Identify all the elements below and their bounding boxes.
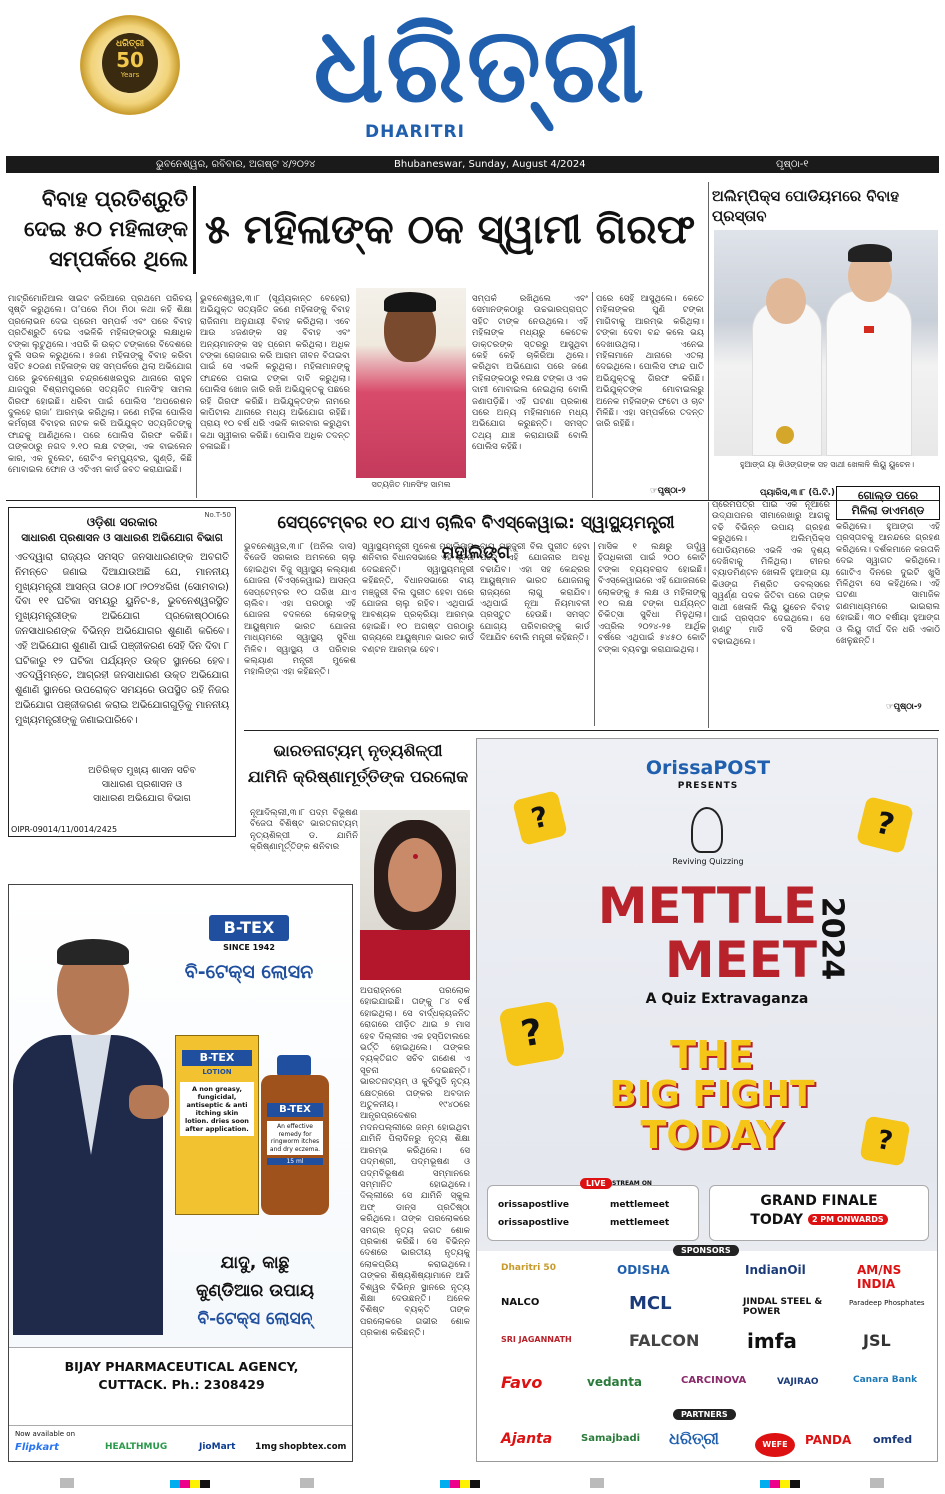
registration-block: [870, 1478, 884, 1488]
btex-ad-tagline-1: ଯାଦୁ, କାଛୁ: [220, 1253, 290, 1273]
bulb-icon: [691, 807, 723, 853]
dateline-odia: ଭୁବନେଶ୍ୱର, ରବିବାର, ଅଗଷ୍ଟ ୪/୨୦୨୪: [156, 159, 316, 170]
govt-notice-department: ସାଧାରଣ ପ୍ରଶାସନ ଓ ସାଧାରଣ ଅଭିଯୋଗ ବିଭାଗ: [21, 532, 223, 544]
btex-ad-tagline-2: କୁଣ୍ଡିଆର ଉପାୟ: [195, 1281, 315, 1301]
quiz-ad-live-box: [487, 1179, 699, 1241]
quiz-ad-title-1: METTLE: [597, 877, 817, 935]
question-badge-icon: ?: [860, 1116, 911, 1167]
govt-notice-code: No.T-50: [204, 511, 231, 519]
btex-ad-box-text: A non greasy, fungicidal, antiseptic & anti itching skin lotion. dries soon after application.: [180, 1082, 254, 1136]
quiz-ad-sponsors-area: [477, 1246, 938, 1462]
sponsor-logo: IndianOil: [745, 1263, 806, 1277]
btex-ad-stores-bar: [9, 1425, 353, 1462]
quiz-ad-sponsors-label: SPONSORS: [673, 1245, 739, 1256]
btex-ad-store-website: shopbtex.com: [279, 1442, 347, 1452]
sponsor-logo: VAJIRAO: [777, 1377, 819, 1387]
mid-rule: [244, 730, 939, 731]
olympics-dateline: ପ୍ୟାରିସ,୩।୮ (ପି.ଟି.): [760, 488, 835, 498]
govt-notice-body: ଏତଦ୍ୱାରା ରାଜ୍ୟର ସମସ୍ତ ଜନସାଧାରଣଙ୍କ ଅବଗତି ନିମନ୍ତେ ଜଣାଇ ଦିଆଯାଉଅଛି ଯେ, ମାନନୀୟ ମୁଖ୍ୟମନ୍ତ୍ରୀ ଆସନ୍ତା ତା୦୫।୦୮।୨୦୨୪ରିଖ (ସୋମବାର) ଦିବା ୧୧ ଘଟିକା ସମୟରୁ ୟୁନିଟ-୫, ଭୁବନେଶ୍ୱରସ୍ଥିତ ମୁଖ୍ୟମନ୍ତ୍ରୀଙ୍କ ଅଭିଯୋଗ ପ୍ରକୋଷ୍ଠଠାରେ ଜନସାଧାରଣଙ୍କ ବିଭିନ୍ନ ଅଭିଯୋଗର ଶୁଣାଣି କରିବେ। ଏହି ଅଭିଯୋଗ ଶୁଣାଣି ପାଇଁ ପଞ୍ଜୀକରଣ ସେହି ଦିନ ଦିବା ୮ ଘଟିକାରୁ ୧୨ ଘଟିକା ପର୍ଯ୍ୟନ୍ତ ଉକ୍ତ ସ୍ଥାନରେ ହେବ। ଏତଦ୍ୱିମନ୍ତେ, ଆଗ୍ରହୀ ଜନସାଧାରଣ ଉକ୍ତ ଅଭିଯୋଗ ଶୁଣାଣି ସ୍ଥାନରେ ଉପରୋକ୍ତ ସମୟରେ ଉପସ୍ଥିତ ରହି ନିଜର ଅଭିଯୋଗ ପଞ୍ଜୀକରଣ କରାଇ ଅଭିଯୋଗଗୁଡ଼ିକୁ ମାନନୀୟ ମୁଖ୍ୟମନ୍ତ୍ରୀଙ୍କୁ ଜଣାଇପାରିବେ।: [15, 552, 229, 726]
quiz-ad-partners-label: PARTNERS: [673, 1409, 736, 1420]
lead-kicker-line-2: ଦେଇ ୫୦ ମହିଳାଙ୍କ: [23, 217, 188, 241]
btex-ad-store-healthmug: HEALTHMUG: [105, 1442, 168, 1452]
olympics-subhead-line-1: ଗୋଲ୍ଡ ପରେ: [857, 489, 919, 502]
obit-headline-line-2: ଯାମିନି କ୍ରିଷ୍ଣାମୂର୍ତ୍ତିଙ୍କ ପରଲୋକ: [247, 767, 469, 786]
obit-photo-saree: [360, 930, 470, 980]
lead-col-1: ମାଟ୍ରିମୋନିଆଲ ସାଇଟ ଜରିଆରେ ପ୍ରଥମେ ପରିଚୟ ସୃଷ୍ଟି କରୁଥିଲେ। ତା’ପରେ ମିଠା ମିଠା କଥା କହି ଶିକ୍ଷା ପ୍ରଲୋଭନ ଦେଇ ପ୍ରେମ ସମ୍ପର୍କ ଏବଂ ପରେ ବିବାହ ପ୍ରତିଶ୍ରୁତି ଦେଇ ଏଭଳିକି ମହିଳାଙ୍କଠାରୁ ଲକ୍ଷାଧିକ ଟଙ୍କା ଲୁଟୁଥିଲେ। ଏପରି କି ଉକ୍ତ ଟଙ୍କାରେ ବିଦେଶରେ ବୁଲି ସଉକ କରୁଥିଲେ। ୫ଜଣ ମହିଳାଙ୍କୁ ବିବାହ କରିବା ସହିତ ୫୦ଜଣ ମହିଳାଙ୍କ ସହ ସମ୍ପର୍କରେ ଥିଲା ଅଭିଯୋଗ ପରେ ଭୁବନେଶ୍ୱର ଚନ୍ଦ୍ରଶେଖରପୁର ଥାନାରେ ରାହୁଳ ଯାଜପୁର ବିଶ୍ରାମପୁରରେ ସତ୍ୟଜିତ ମାନସିଂହ ସାମଲ ଗିରଫ ହୋଇଛି। ଧରିବା ପାଇଁ ପୋଲିସ ‘ଅପରେଶନ ଦୁଲହେ ରାଜା’ ଆରମ୍ଭ କରିଥିଲା। ଜଣେ ମହିଳା ପୋଲିସ କର୍ମଚାରୀ ବିବାହର ନାଟକ କରି ଅଭିଯୁକ୍ତ ସତ୍ୟଜିତଙ୍କୁ ଫାନ୍ଦକୁ ଆଣିଥିଲେ। ପରେ ପୋଲିସ ଗିରଫ କରିଛି। ତାଙ୍କଠାରୁ ନଗଦ ୨.୧୦ ଲକ୍ଷ ଟଙ୍କା, ଏକ ବାଇଲେନ କାର, ଏକ ବୁଲେଟ, ରୋଟିଏ କମ୍ପ୍ୟୁଟର, ଗୁଣ୍ଡି, କିଛି ମୋବାଇଲ ଫୋନ ଓ ଏଟିଏମ କାର୍ଡ ଜବତ କରାଯାଇଛି।: [8, 294, 192, 476]
bsky-col-3: ବାୟ ମଞ୍ଜୁରୀ ବିଲ ପୁରୀତ ହେବା ପରେ ଏହି ଯୋଜନାର ଅବଧି ବଢାଯିବ। ଏହା ସହ କେନ୍ଦ୍ରର ଆୟୁଷ୍ମାନ ଭାରତ ଯୋଜନାକୁ ରାଜ୍ୟରେ ଲାଗୁ କରାଯିବ। ଏଥିପାଇଁ ନୂଆ ନିୟମାବଳୀ ପ୍ରସ୍ତୁତ ହେଉଛି। ସମସ୍ତ ଯୋଗ୍ୟ ପରିବାରଙ୍କୁ କାର୍ଡ ଦିଆଯିବ ବୋଲି ମନ୍ତ୍ରୀ କହିଛନ୍ତି।: [480, 542, 590, 644]
quiz-ad-handle-4: mettlemeet: [610, 1218, 670, 1228]
right-column-divider: [708, 182, 709, 500]
sponsor-logo: Dharitri 50: [501, 1263, 556, 1273]
partner-logo: omfed: [873, 1433, 913, 1446]
olympics-photo-hair-right: [848, 244, 892, 262]
lead-col-3: ସମ୍ପର୍କ ରଖିଥିଲେ ଏବଂ ସେମାନଙ୍କଠାରୁ ଉଚ୍ଚଭାରପ୍ରାପ୍ତ ସହିତ ଟାଙ୍କ ନେଉଥିଲେ। ଏହି ମହିଳାଙ୍କ ମଧ୍ୟରୁ କେତେକ ଡାକ୍ତରଙ୍କ ସ୍ତରରୁ ଆସୁଥିବା କେହି କେହି ଚାକିରିଆ ଥିଲେ। କରିଥିବା ଅଭିଯୋଗ ପରେ ଜଣେ ମହିଳାଙ୍କଠାରୁ ୧ଲକ୍ଷ ଟଙ୍କା ଓ ଏକ ଦାମୀ ମୋବାଇଲ ନେଇଥିଲା ବୋଲି ଜଣାପଡ଼ିଛି। ଏହି ଘଟଣା ପ୍ରକାଶ ପରେ ଅନ୍ୟ ମହିଳାମାନେ ମଧ୍ୟ ଅଭିଯୋଗ କରୁଛନ୍ତି। ସମସ୍ତ ତଥ୍ୟ ଯାଞ୍ଚ କରାଯାଉଛି ବୋଲି ପୋଲିସ କହିଛି।: [472, 294, 588, 453]
obit-body: ଅପରାହ୍ନରେ ପରଲୋକ ହୋଇଯାଇଛି। ତାଙ୍କୁ ୮୪ ବର୍ଷ ହୋଇଥିଲା। ସେ ବାର୍ଦ୍ଧକ୍ୟଜନିତ ରୋଗରେ ପୀଡ଼ିତ ଥାଇ ୭ ମାସ ହେବ ଦିଲ୍ଲୀର ଏକ ହସ୍ପିଟାଲରେ ଭର୍ତ୍ତି ହୋଇଥିଲେ। ତାଙ୍କର ବ୍ୟକ୍ତିଗତ ସଚିବ ଗଣେଶ ଏ ସୂଚନା ଦେଇଛନ୍ତି। ଭାରତନାଟ୍ୟମ୍ ଓ କୁଚିପୁଡି ନୃତ୍ୟ କ୍ଷେତ୍ରରେ ତାଙ୍କର ଅବଦାନ ଅତୁଳନୀୟ। ୧୯୪୦ରେ ଆନ୍ଧ୍ରପ୍ରଦେଶର ମଦନପଲ୍ଲୀରେ ଜନ୍ମ ହୋଇଥିବା ଯାମିନି ପିଲାଦିନରୁ ନୃତ୍ୟ ଶିକ୍ଷା ଆରମ୍ଭ କରିଥିଲେ। ସେ ପଦ୍ମଶ୍ରୀ, ପଦ୍ମଭୂଷଣ ଓ ପଦ୍ମବିଭୂଷଣ ସମ୍ମାନରେ ସମ୍ମାନିତ ହୋଇଥିଲେ। ଦିଲ୍ଲୀରେ ସେ ଯାମିନି ସ୍କୁଲ ଅଫ୍ ଡାନ୍ସ ପ୍ରତିଷ୍ଠା କରିଥିଲେ। ତାଙ୍କ ପରଲୋକରେ ସମଗ୍ର ନୃତ୍ୟ ଜଗତ ଶୋକ ପ୍ରକାଶ କରିଛି। ସେ ବିଭିନ୍ନ ଦେଶରେ ଭାରତୀୟ ନୃତ୍ୟକୁ ଲୋକପ୍ରିୟ କରାଇଥିଲେ। ତାଙ୍କର ଶିଷ୍ୟଶିଷ୍ୟାମାନେ ଆଜି ବିଶ୍ୱର ବିଭିନ୍ନ ସ୍ଥାନରେ ନୃତ୍ୟ ଶିକ୍ଷା ଦେଉଛନ୍ତି। ଅନେକ ବିଶିଷ୍ଟ ବ୍ୟକ୍ତି ତାଙ୍କ ପରଲୋକରେ ଗଭୀର ଶୋକ ପ୍ରକାଶ କରିଛନ୍ତି।: [360, 986, 470, 1339]
obit-headline-line-1: ଭାରତନାଟ୍ୟମ୍ ନୃତ୍ୟଶିଳ୍ପୀ: [273, 741, 443, 760]
print-registration-bar: [0, 1474, 945, 1494]
quiz-ad-subtitle: A Quiz Extravaganza: [645, 991, 809, 1007]
sponsor-logo: JSL: [863, 1331, 891, 1350]
btex-ad-store-1mg: 1mg: [255, 1442, 278, 1452]
btex-ad-model-hand: [129, 1085, 169, 1119]
btex-ad-brand: B-TEX: [209, 915, 289, 941]
btex-ad-agency-box: [9, 1347, 353, 1425]
quiz-ad-handle-2: mettlemeet: [610, 1200, 670, 1210]
lead-continued: ☞ପୃଷ୍ଠା-୨: [650, 486, 686, 496]
btex-ad-bottle-brand: B-TEX: [267, 1103, 323, 1117]
lead-col-4: ପରେ ସେହି ଆସୁଥିଲେ। କେତେ ମହିଳାଙ୍କର ପୁଣି ଟଙ୍କା ମାଗିବାକୁ ଆରମ୍ଭ କରିଥିଲା। ଟଙ୍କା ଦେବା ବନ୍ଦ କଲେ ଭୟ ଦେଖାଉଥିଲା। ଏନେଇ ମହିଳାମାନେ ଥାନାରେ ଏତଲା ଦେଇଥିଲେ। ପୋଲିସ ଫାନ୍ଦ ପାତି ଅଭିଯୁକ୍ତକୁ ଗିରଫ କରିଛି। ଅଭିଯୁକ୍ତଙ୍କ ମୋବାଇଲରୁ ଅନେକ ମହିଳାଙ୍କ ଫଟୋ ଓ ଚାଟ ମିଳିଛି। ଏହା ସମ୍ପର୍କରେ ତଦନ୍ତ ଜାରି ରହିଛି।: [596, 294, 704, 430]
partner-logo: PANDA: [805, 1433, 852, 1447]
quiz-ad-big-1: THE: [670, 1033, 754, 1077]
govt-notice-heading: ଓଡ଼ିଶା ସରକାର: [86, 515, 158, 529]
sponsor-logo: Paradeep Phosphates: [849, 1299, 925, 1307]
btex-ad-since: SINCE 1942: [223, 943, 275, 952]
page-number: ପୃଷ୍ଠା-୧: [776, 159, 809, 170]
registration-dots: [760, 1480, 800, 1488]
sponsor-logo: MCL: [629, 1293, 672, 1314]
btex-ad-box-brand: B-TEX: [182, 1050, 252, 1066]
quiz-ad-live: LIVE: [580, 1178, 612, 1189]
quiz-ad-big-3: TODAY: [640, 1113, 784, 1157]
sponsor-logo: imfa: [747, 1329, 797, 1353]
anniversary-years: Years: [120, 71, 140, 79]
olympics-continued: ☞ପୃଷ୍ଠା-୨: [886, 702, 922, 712]
partner-logo: Samajbadi: [581, 1433, 641, 1444]
olympics-photo: [714, 230, 938, 456]
lead-photo: [356, 288, 466, 478]
olympics-bottom-divider: [708, 502, 709, 728]
quiz-ad-presents: PRESENTS: [677, 781, 739, 791]
partner-logo: WEFE: [755, 1433, 795, 1457]
lead-kicker: [20, 184, 188, 274]
olympics-photo-medal: [776, 426, 794, 444]
btex-ad-model-hair: [57, 939, 129, 965]
partner-logo: Ajanta: [501, 1431, 553, 1447]
btex-ad: [8, 884, 353, 1462]
sponsor-logo: Canara Bank: [853, 1375, 918, 1385]
btex-ad-store-flipkart: Flipkart: [15, 1442, 59, 1453]
olympics-col-1: ପ୍ରେମପତ୍ର ପାଇଁ ଏକ ନୂଆରେ ଉଦ୍ଯାପନର ସୀମାରେଖାରୁ ଆଗକୁ ବଢି ବିଭିନ୍ନ ଉପାୟ ଗ୍ରହଣ କରୁଥିଲେ। ଅଲିମ୍ପିକ୍ସ ପୋଡିୟମରେ ଏଭଳି ଏକ ଦୃଶ୍ୟ ଦେଖିବାକୁ ମିଳିଥିଲା। ଚୀନର ବ୍ୟାଡମିଣ୍ଟନ ଖେଳାଳି ହୁଆଙ୍ଗ ୟା କିଓଙ୍ଗ ମିଶ୍ରିତ ଡବଲ୍ସରେ ସ୍ୱର୍ଣ୍ଣ ପଦକ ଜିତିବା ପରେ ତାଙ୍କ ସାଥୀ ଖେଳାଳି ଲିୟୁ ୟୁଚେନ ବିବାହ ପାଇଁ ପ୍ରସ୍ତାବ ଦେଇଥିଲେ। ସେ ହାଣ୍ଟୁ ମାଡି ବସି ରିଙ୍ଗ ବଢାଇଥିଲେ।: [712, 500, 830, 647]
lead-col-divider-1: [196, 292, 197, 498]
sponsor-logo: Favo: [501, 1373, 543, 1392]
olympics-photo-face-left: [766, 278, 806, 324]
btex-ad-bottle-text: An effective remedy for ringworm itches and dry eczema.: [267, 1121, 323, 1155]
btex-ad-tagline-brand: ବି-ଟେକ୍ସ ଲୋସନ୍: [197, 1309, 313, 1329]
sponsor-logo: FALCON: [629, 1331, 700, 1350]
partner-logo: ଧରିତ୍ରୀ: [669, 1429, 719, 1448]
olympics-photo-flag: [864, 326, 874, 333]
olympics-photo-person-right: [826, 290, 912, 456]
bsky-col-4: ମାସିକ ୧ ଲକ୍ଷରୁ ଊର୍ଦ୍ଧ୍ୱ ହିତାଧିକାରୀ ପାଇଁ ୨୦୦ କୋଟି ଟଙ୍କା ବ୍ୟୟବରାଦ ହୋଇଛି। ବିଏସ୍‌କେୱାଇରେ ଏହି ଯୋଜନାରେ ଲୋକଙ୍କୁ ୫ ଲକ୍ଷ ଓ ମହିଳାଙ୍କୁ ୧୦ ଲକ୍ଷ ଟଙ୍କା ପର୍ଯ୍ୟନ୍ତ ଚିକିତ୍ସା ସୁବିଧା ମିଳୁଥିଲା। ଏପ୍ରିଲ ୨୦୨୪-୨୫ ଆର୍ଥିକ ବର୍ଷରେ ଏଥିପାଇଁ ୫୪୫୦ କୋଟି ଟଙ୍କା ବ୍ୟବସ୍ଥା କରାଯାଇଥିଲା।: [598, 542, 706, 655]
btex-ad-bottle: [261, 1075, 329, 1215]
lead-kicker-divider: [193, 186, 196, 274]
registration-block: [300, 1478, 314, 1488]
quiz-ad-finale-1: GRAND FINALE: [760, 1193, 878, 1209]
lead-col-2: ଭୁବନେଶ୍ୱର,୩।୮ (ସୂର୍ଯ୍ୟକାନ୍ତ ବେହେରା) ଅଭିଯୁକ୍ତ ସତ୍ୟଜିତ ଜଣେ ମହିଳାଙ୍କୁ ବିବାହ ରାଜିନାମା ଅନୁଯାୟୀ ବିବାହ କରିଥିଲା। ଏବେ ଆଉ ୪ଜଣଙ୍କ ସହ ବିବାହ ଏବଂ ଅନ୍ୟମାନଙ୍କ ସହ ପ୍ରେମ କରିଥିଲା। ଅଧିକ ଟଙ୍କା ରୋଜଗାର କରି ଆରାମ ଜୀବନ ବିତାଇବା ପାଇଁ ସେ ଏଭଳି କରୁଥିଲା। ମହିଳାମାନଙ୍କୁ ଫାନ୍ଦରେ ପକାଇ ଟଙ୍କା ଦାବି କରୁଥିଲା। ପୋଲିସ ଖୋଜ ଜାରି ରଖି ଅଭିଯୁକ୍ତକୁ ପଛରେ ରହି ଗିରଫ କରିଛି। ଅଭିଯୁକ୍ତଙ୍କ ନାମରେ କାପିଟାଲ ଥାନାରେ ମଧ୍ୟ ଅଭିଯୋଗ ରହିଛି। ପ୍ରାୟ ୧୦ ବର୍ଷ ଧରି ଏଭଳି କାରବାର କରୁଥିବା କଥା ସ୍ୱୀକାର କରିଛି। ପୋଲିସ ଅଧିକ ତଦନ୍ତ ଚଳାଇଛି।: [200, 294, 350, 453]
olympics-headline: ଅଲିମ୍ପିକ୍ସ ପୋଡିୟମରେ ବିବାହ ପ୍ରସ୍ତାବ: [712, 187, 900, 225]
obit-photo-face: [388, 838, 442, 912]
bsky-col-1: ଭୁବନେଶ୍ୱର,୩।୮ (ଅନିଲ ଦାସ) ବିଜେଡି ସରକାର ଅମଳରେ ଚାଲୁ ହୋଇଥିବା ବିଜୁ ସ୍ୱାସ୍ଥ୍ୟ କଲ୍ୟାଣ ଯୋଜନା (ବିଏସ୍‌କେୱାଇ) ଆସନ୍ତା ସେପ୍ଟେମ୍ବର ୧୦ ତାରିଖ ଯାଏ ଚାଲିବ। ଏହା ପରଠାରୁ ଏହି ଯୋଜନା ବଦଳରେ ଲୋକଙ୍କୁ ଆୟୁଷ୍ମାନ ଭାରତ ଯୋଜନା ମାଧ୍ୟମରେ ସ୍ୱାସ୍ଥ୍ୟ ସୁବିଧା ମିଳିବ। ସ୍ୱାସ୍ଥ୍ୟ ଓ ପରିବାର କଲ୍ୟାଣ ମନ୍ତ୍ରୀ ମୁକେଶ ମହାଲିଙ୍ଗ ଏହା କହିଛନ୍ତି।: [244, 542, 356, 678]
bsky-headline: ସେପ୍ଟେମ୍ବର ୧୦ ଯାଏ ଚାଲିବ ବିଏସ୍‌କେୱାଇ: ସ୍ୱାସ୍ଥ୍ୟମନ୍ତ୍ରୀ ମହାଲିଙ୍ଗ: [277, 513, 675, 563]
lead-kicker-line-3: ସମ୍ପର୍କରେ ଥିଲେ: [49, 247, 188, 271]
obit-headline: [244, 738, 472, 790]
sponsor-logo: vedanta: [587, 1375, 643, 1389]
btex-ad-available: Now available on: [15, 1430, 76, 1438]
quiz-ad-reviving: Reviving Quizzing: [672, 857, 744, 866]
quiz-ad-handle-3: orissapostlive: [498, 1218, 569, 1228]
govt-notice-signatory-3: ସାଧାରଣ ଅଭିଯୋଗ ବିଭାଗ: [93, 793, 191, 804]
bsky-col-divider: [594, 542, 595, 726]
quiz-ad-title-2: MEET: [664, 931, 817, 989]
btex-ad-box: [175, 1035, 259, 1215]
question-badge-icon: ?: [856, 796, 914, 854]
lead-col-divider-3: [592, 292, 593, 498]
sponsor-logo: NALCO: [501, 1297, 540, 1308]
govt-notice: [8, 507, 236, 837]
btex-ad-box-label: LOTION: [202, 1068, 232, 1076]
lead-headline: ୫ ମହିଳାଙ୍କ ଠକ ସ୍ୱାମୀ ଗିରଫ: [204, 207, 696, 253]
logo-odia: ଧରିତ୍ରୀ: [313, 4, 647, 126]
quiz-ad-streaming: STREAM ON: [612, 1180, 652, 1187]
registration-dots: [170, 1480, 210, 1488]
sponsor-logo: SRI JAGANNATH: [501, 1335, 572, 1344]
btex-ad-city: CUTTACK. Ph.: 2308429: [98, 1377, 265, 1392]
quiz-ad-finale-box: [709, 1185, 929, 1241]
govt-notice-signatory-1: ଅତିରିକ୍ତ ମୁଖ୍ୟ ଶାସନ ସଚିବ: [88, 765, 196, 776]
anniversary-inner: [102, 33, 158, 93]
quiz-ad-finale-time: 2 PM ONWARDS: [808, 1214, 888, 1225]
lead-kicker-line-1: ବିବାହ ପ୍ରତିଶ୍ରୁତି: [41, 187, 188, 211]
obit-intro: ନୂଆଦିଲ୍ଲୀ,୩।୮ ପଦ୍ମ ବିଭୂଷଣ ବିଜେତା ବିଶିଷ୍ଟ ଭାରତନାଟ୍ୟମ୍ ନୃତ୍ୟଶିଳ୍ପୀ ଡ. ଯାମିନି କ୍ରିଷ୍ଣାମୂର୍ତ୍ତିଙ୍କ ଶନିବାର: [250, 808, 358, 853]
govt-notice-signatory-2: ସାଧାରଣ ପ୍ରଶାସନ ଓ: [101, 779, 183, 790]
registration-block: [590, 1478, 604, 1488]
olympics-subhead-line-2: ମିଳିଲା ଡାଏମଣ୍ଡ: [851, 504, 925, 517]
btex-ad-bottle-size: 15 ml: [267, 1158, 323, 1165]
quiz-ad: [476, 738, 938, 1462]
obit-photo: [360, 810, 470, 980]
obit-photo-bindi: [413, 854, 418, 859]
btex-ad-product-odia: ବି-ଟେକ୍ସ ଲୋସନ: [184, 961, 314, 983]
dateline-english: Bhubaneswar, Sunday, August 4/2024: [394, 159, 586, 170]
quiz-ad-publisher: OrissaPOST: [645, 757, 771, 779]
btex-ad-tagline: [159, 1249, 351, 1333]
registration-block: [60, 1478, 74, 1488]
bsky-col-2: ସ୍ୱାସ୍ଥ୍ୟମନ୍ତ୍ରୀ ମୁକେଶ ମହାଲିଙ୍ଗ ଶନିବାର ବିଧାନସଭାରେ ଏହି ସୂଚନା ଦେଇଛନ୍ତି। ସ୍ୱାସ୍ଥ୍ୟମନ୍ତ୍ରୀ କହିଛନ୍ତି, ବିଧାନସଭାରେ ବାୟ ମଞ୍ଜୁରୀ ବିଲ ପୁରୀତ ହେବା ପରେ ଯୋଜନା ଚାଲୁ ରହିବ। ଏଥିପାଇଁ ଆବଶ୍ୟକ ପ୍ରକ୍ରିୟା ଆରମ୍ଭ ହୋଇଛି। ୧୦ ଅଗଷ୍ଟ ପରଠାରୁ ରାଜ୍ୟରେ ଆୟୁଷ୍ମାନ ଭାରତ କାର୍ଡ ବଣ୍ଟନ ଆରମ୍ଭ ହେବ।: [362, 542, 474, 655]
sponsor-logo: AM/NS INDIA: [857, 1263, 902, 1291]
quiz-ad-big-2: BIG FIGHT: [609, 1074, 815, 1115]
lead-photo-hair: [384, 292, 436, 312]
olympics-col-2: କରିଥିଲେ। ହୁଆଙ୍ଗ ଏହି ପ୍ରସ୍ତାବକୁ ଆନନ୍ଦରେ ଗ୍ରହଣ କରିଥିଲେ। ଦର୍ଶକମାନେ କରତାଳି ଦେଇ ସ୍ୱାଗତ କରିଥିଲେ। ଗୋଟିଏ ଦିନରେ ଦୁଇଟି ଖୁସି ମିଳିଥିବା ସେ କହିଥିଲେ। ଏହି ଘଟଣା ସାମାଜିକ ଗଣମାଧ୍ୟମରେ ଭାଇରାଲ ହୋଇଛି। ୩୦ ବର୍ଷୀୟା ହୁଆଙ୍ଗ ଓ ଲିୟୁ ଦୀର୍ଘ ଦିନ ଧରି ଏକାଠି ଖେଳୁଛନ୍ତି।: [836, 522, 940, 647]
registration-dots: [440, 1480, 480, 1488]
quiz-ad-handle-1: orissapostlive: [498, 1200, 569, 1210]
btex-ad-store-jiomart: JioMart: [199, 1442, 236, 1452]
olympics-photo-caption: ହୁଆଙ୍ଗ ୟା କିଓଙ୍ଗଙ୍କ ସହ ସାଥୀ ଖେଳାଳି ଲିୟୁ ୟୁଚେନ।: [739, 460, 915, 469]
lead-photo-caption: ସତ୍ୟଜିତ ମାନସିଂହ ସାମଲ: [371, 480, 451, 489]
sponsor-logo: JINDAL STEEL & POWER: [743, 1297, 823, 1317]
dateline-bar: [6, 156, 939, 173]
question-badge-icon: ?: [512, 790, 568, 846]
anniversary-number: 50: [116, 48, 144, 72]
quiz-ad-finale-2: TODAY: [750, 1212, 804, 1228]
btex-ad-bottle-cap: [277, 1055, 311, 1077]
quiz-ad-year: 2024: [814, 896, 850, 981]
question-badge-icon: ?: [498, 1000, 565, 1067]
masthead: [0, 0, 945, 155]
anniversary-label: ଧରିତ୍ରୀ: [115, 39, 145, 49]
govt-notice-signatory: [9, 764, 235, 806]
logo-english: DHARITRI: [365, 122, 465, 142]
btex-ad-agency: BIJAY PHARMACEUTICAL AGENCY,: [64, 1359, 299, 1374]
govt-notice-ref: OIPR-09014/11/0014/2425: [11, 825, 118, 834]
sponsor-logo: ODISHA: [617, 1263, 670, 1277]
sponsor-logo: CARCINOVA: [681, 1375, 747, 1386]
olympics-subhead: [836, 486, 940, 520]
anniversary-emblem: [80, 15, 180, 115]
